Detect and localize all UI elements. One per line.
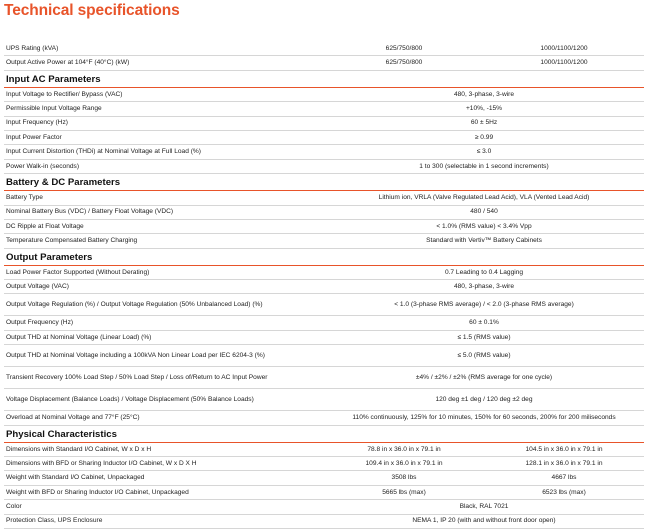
spec-label: Temperature Compensated Battery Charging [4, 234, 324, 248]
spec-label: Voltage Displacement (Balance Loads) / Voltage Displacement (50% Balance Loads) [4, 389, 324, 411]
section-title: Output Parameters [4, 248, 644, 265]
spec-value: 3508 lbs [324, 471, 484, 485]
spec-row [4, 56, 644, 70]
spec-row [4, 457, 644, 471]
spec-value: 5665 lbs (max) [324, 485, 484, 499]
spec-label: Output Voltage Regulation (%) / Output Voltage Regulation (50% Unbalanced Load) (%) [4, 294, 324, 316]
spec-value: 625/750/800 [324, 56, 484, 70]
spec-label: Input Power Factor [4, 130, 324, 144]
spec-label: Protection Class, UPS Enclosure [4, 514, 324, 528]
spec-row [4, 116, 644, 130]
spec-row [4, 471, 644, 485]
spec-label: Output THD at Nominal Voltage including a 100kVA Non Linear Load per IEC 6204-3 (%) [4, 345, 324, 367]
spec-table [4, 42, 644, 529]
spec-value: < 1.0% (RMS value) < 3.4% Vpp [324, 219, 644, 233]
spec-value: ≥ 0.99 [324, 130, 644, 144]
spec-value: 78.8 in x 36.0 in x 79.1 in [324, 442, 484, 456]
spec-value: 480, 3-phase, 3-wire [324, 87, 644, 101]
spec-row [4, 330, 644, 344]
spec-row [4, 191, 644, 205]
spec-row [4, 367, 644, 389]
spec-row [4, 316, 644, 330]
section-header-row [4, 174, 644, 191]
spec-label: Permissible Input Voltage Range [4, 102, 324, 116]
spec-row [4, 294, 644, 316]
spec-label: UPS Rating (kVA) [4, 42, 324, 56]
spec-value: ≤ 3.0 [324, 145, 644, 159]
spec-label: Input Current Distortion (THDi) at Nominal Voltage at Full Load (%) [4, 145, 324, 159]
spec-value: 110% continuously, 125% for 10 minutes, 150% for 60 seconds, 200% for 200 miliseconds [324, 411, 644, 425]
spec-value: 480 / 540 [324, 205, 644, 219]
spec-label: Nominal Battery Bus (VDC) / Battery Float Voltage (VDC) [4, 205, 324, 219]
spec-table-body [4, 42, 644, 528]
spec-row [4, 411, 644, 425]
spec-label: Output Active Power at 104°F (40°C) (kW) [4, 56, 324, 70]
spec-value: 625/750/800 [324, 42, 484, 56]
spec-value: ±4% / ±2% / ±2% (RMS average for one cycle) [324, 367, 644, 389]
spec-label: Dimensions with Standard I/O Cabinet, W x D x H [4, 442, 324, 456]
spec-value: 128.1 in x 36.0 in x 79.1 in [484, 457, 644, 471]
spec-value: 109.4 in x 36.0 in x 79.1 in [324, 457, 484, 471]
spec-value: Lithium ion, VRLA (Valve Regulated Lead Acid), VLA (Vented Lead Acid) [324, 191, 644, 205]
spec-value: +10%, -15% [324, 102, 644, 116]
spec-label: Battery Type [4, 191, 324, 205]
spec-label: Weight with BFD or Sharing Inductor I/O Cabinet, Unpackaged [4, 485, 324, 499]
spec-row [4, 265, 644, 279]
spec-label: Load Power Factor Supported (Without Derating) [4, 265, 324, 279]
spec-value: 104.5 in x 36.0 in x 79.1 in [484, 442, 644, 456]
spec-value: 0.7 Leading to 0.4 Lagging [324, 265, 644, 279]
section-title: Physical Characteristics [4, 425, 644, 442]
spec-label: Dimensions with BFD or Sharing Inductor I/O Cabinet, W x D X H [4, 457, 324, 471]
spec-value: 1000/1100/1200 [484, 56, 644, 70]
spec-value: 1000/1100/1200 [484, 42, 644, 56]
spec-label: Output Frequency (Hz) [4, 316, 324, 330]
spec-row [4, 280, 644, 294]
spec-label: Input Voltage to Rectifier/ Bypass (VAC) [4, 87, 324, 101]
spec-value: 480, 3-phase, 3-wire [324, 280, 644, 294]
spec-row [4, 442, 644, 456]
section-header-row [4, 248, 644, 265]
spec-value: 60 ± 5Hz [324, 116, 644, 130]
spec-row [4, 87, 644, 101]
spec-row [4, 159, 644, 173]
spec-value: < 1.0 (3-phase RMS average) / < 2.0 (3-phase RMS average) [324, 294, 644, 316]
spec-row [4, 102, 644, 116]
section-title: Battery & DC Parameters [4, 174, 644, 191]
spec-row [4, 500, 644, 514]
section-title: Input AC Parameters [4, 70, 644, 87]
page-title: Technical specifications [4, 2, 180, 19]
spec-row [4, 345, 644, 367]
spec-label: Transient Recovery 100% Load Step / 50% Load Step / Loss of/Return to AC Input Power [4, 367, 324, 389]
spec-label: DC Ripple at Float Voltage [4, 219, 324, 233]
spec-label: Input Frequency (Hz) [4, 116, 324, 130]
spec-value: Standard with Vertiv™ Battery Cabinets [324, 234, 644, 248]
spec-value: 60 ± 0.1% [324, 316, 644, 330]
spec-row [4, 234, 644, 248]
spec-label: Output THD at Nominal Voltage (Linear Load) (%) [4, 330, 324, 344]
spec-value: 120 deg ±1 deg / 120 deg ±2 deg [324, 389, 644, 411]
spec-row [4, 485, 644, 499]
spec-row [4, 389, 644, 411]
spec-value: NEMA 1, IP 20 (with and without front door open) [324, 514, 644, 528]
spec-label: Output Voltage (VAC) [4, 280, 324, 294]
spec-row [4, 130, 644, 144]
spec-row [4, 514, 644, 528]
spec-value: ≤ 5.0 (RMS value) [324, 345, 644, 367]
spec-label: Overload at Nominal Voltage and 77°F (25°C) [4, 411, 324, 425]
spec-value: 6523 lbs (max) [484, 485, 644, 499]
spec-label: Power Walk-in (seconds) [4, 159, 324, 173]
spec-row [4, 219, 644, 233]
spec-label: Weight with Standard I/O Cabinet, Unpackaged [4, 471, 324, 485]
spec-value: Black, RAL 7021 [324, 500, 644, 514]
spec-value: 1 to 300 (selectable in 1 second increments) [324, 159, 644, 173]
section-header-row [4, 425, 644, 442]
spec-value: 4667 lbs [484, 471, 644, 485]
spec-row [4, 42, 644, 56]
spec-value: ≤ 1.5 (RMS value) [324, 330, 644, 344]
spec-row [4, 205, 644, 219]
spec-label: Color [4, 500, 324, 514]
section-header-row [4, 70, 644, 87]
spec-row [4, 145, 644, 159]
